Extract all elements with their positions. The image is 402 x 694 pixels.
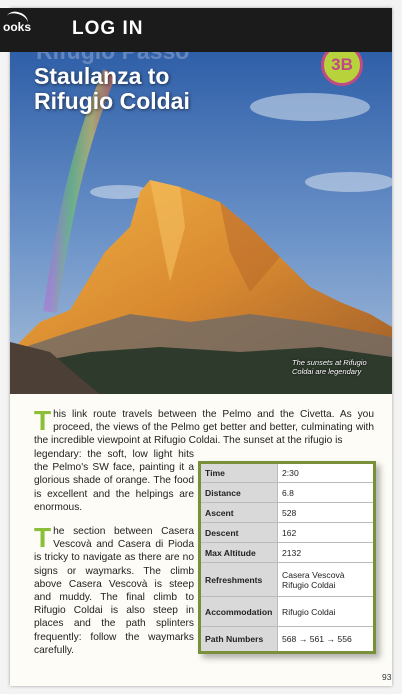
route-title-line1: Staulanza to: [34, 63, 170, 89]
stats-label: Distance: [200, 483, 278, 503]
stats-label: Path Numbers: [200, 627, 278, 653]
stats-row: [200, 627, 375, 653]
login-button[interactable]: LOG IN: [72, 18, 144, 39]
page-number: 93: [382, 672, 392, 682]
stats-value: 528: [278, 503, 375, 523]
stats-label: Refreshments: [200, 563, 278, 597]
stats-value: Rifugio Coldai: [278, 597, 375, 627]
photo-caption: [292, 358, 372, 376]
stats-row: [200, 503, 375, 523]
intro-paragraph: [34, 405, 374, 448]
stats-row: [200, 483, 375, 503]
drop-cap: T: [34, 405, 52, 436]
stats-value: 568 → 561 → 556: [278, 627, 375, 653]
stats-label: Accommodation: [200, 597, 278, 627]
brand-logo-text: ooks: [3, 20, 32, 34]
route-text: he section between Casera Vescovà and Casera di Pioda is tricky to navigate as there are no signs or waymarks. The climb above Casera Vescovà is steep and muddy. The final climb to Rifugio Coldai is also steep in places and the path splinters frequently: follow the waymarks carefully.: [34, 526, 194, 656]
intro-text: his link route travels between the Pelmo and the Civetta. As you proceed, the views of the Pelmo get better and better, culminating with the incredible viewpoint at Rifugio Coldai. The sunset at the rifugio is: [34, 409, 374, 447]
photo-caption-line1: The sunsets at Rifugio: [292, 358, 367, 367]
stats-row: [200, 463, 375, 483]
stats-value: 2:30: [278, 463, 375, 483]
drop-cap: T: [34, 522, 52, 553]
stats-value: 6.8: [278, 483, 375, 503]
route-title-line2: Rifugio Coldai: [34, 88, 190, 114]
stats-row: [200, 543, 375, 563]
stats-row: [200, 597, 375, 627]
stats-label: Time: [200, 463, 278, 483]
stats-row: [200, 563, 375, 597]
stats-value: Casera Vescovà Rifugio Coldai: [278, 563, 375, 597]
stats-value: 2132: [278, 543, 375, 563]
route-stats-table: [198, 461, 376, 654]
top-bar: [0, 8, 392, 52]
stats-value: 162: [278, 523, 375, 543]
stats-label: Descent: [200, 523, 278, 543]
route-paragraph: [34, 522, 194, 657]
stats-label: Ascent: [200, 503, 278, 523]
stats-label: Max Altitude: [200, 543, 278, 563]
route-number-badge: 3B: [321, 44, 363, 86]
photo-caption-line2: Coldai are legendary: [292, 367, 362, 376]
intro-paragraph-continued: legendary: the soft, low light hits the Pelmo's SW face, painting it a glorious shade of orange. The food is excellent and the helpings are enormous.: [34, 449, 194, 513]
route-title: [34, 64, 190, 114]
book-page: [10, 8, 392, 686]
stats-row: [200, 523, 375, 543]
